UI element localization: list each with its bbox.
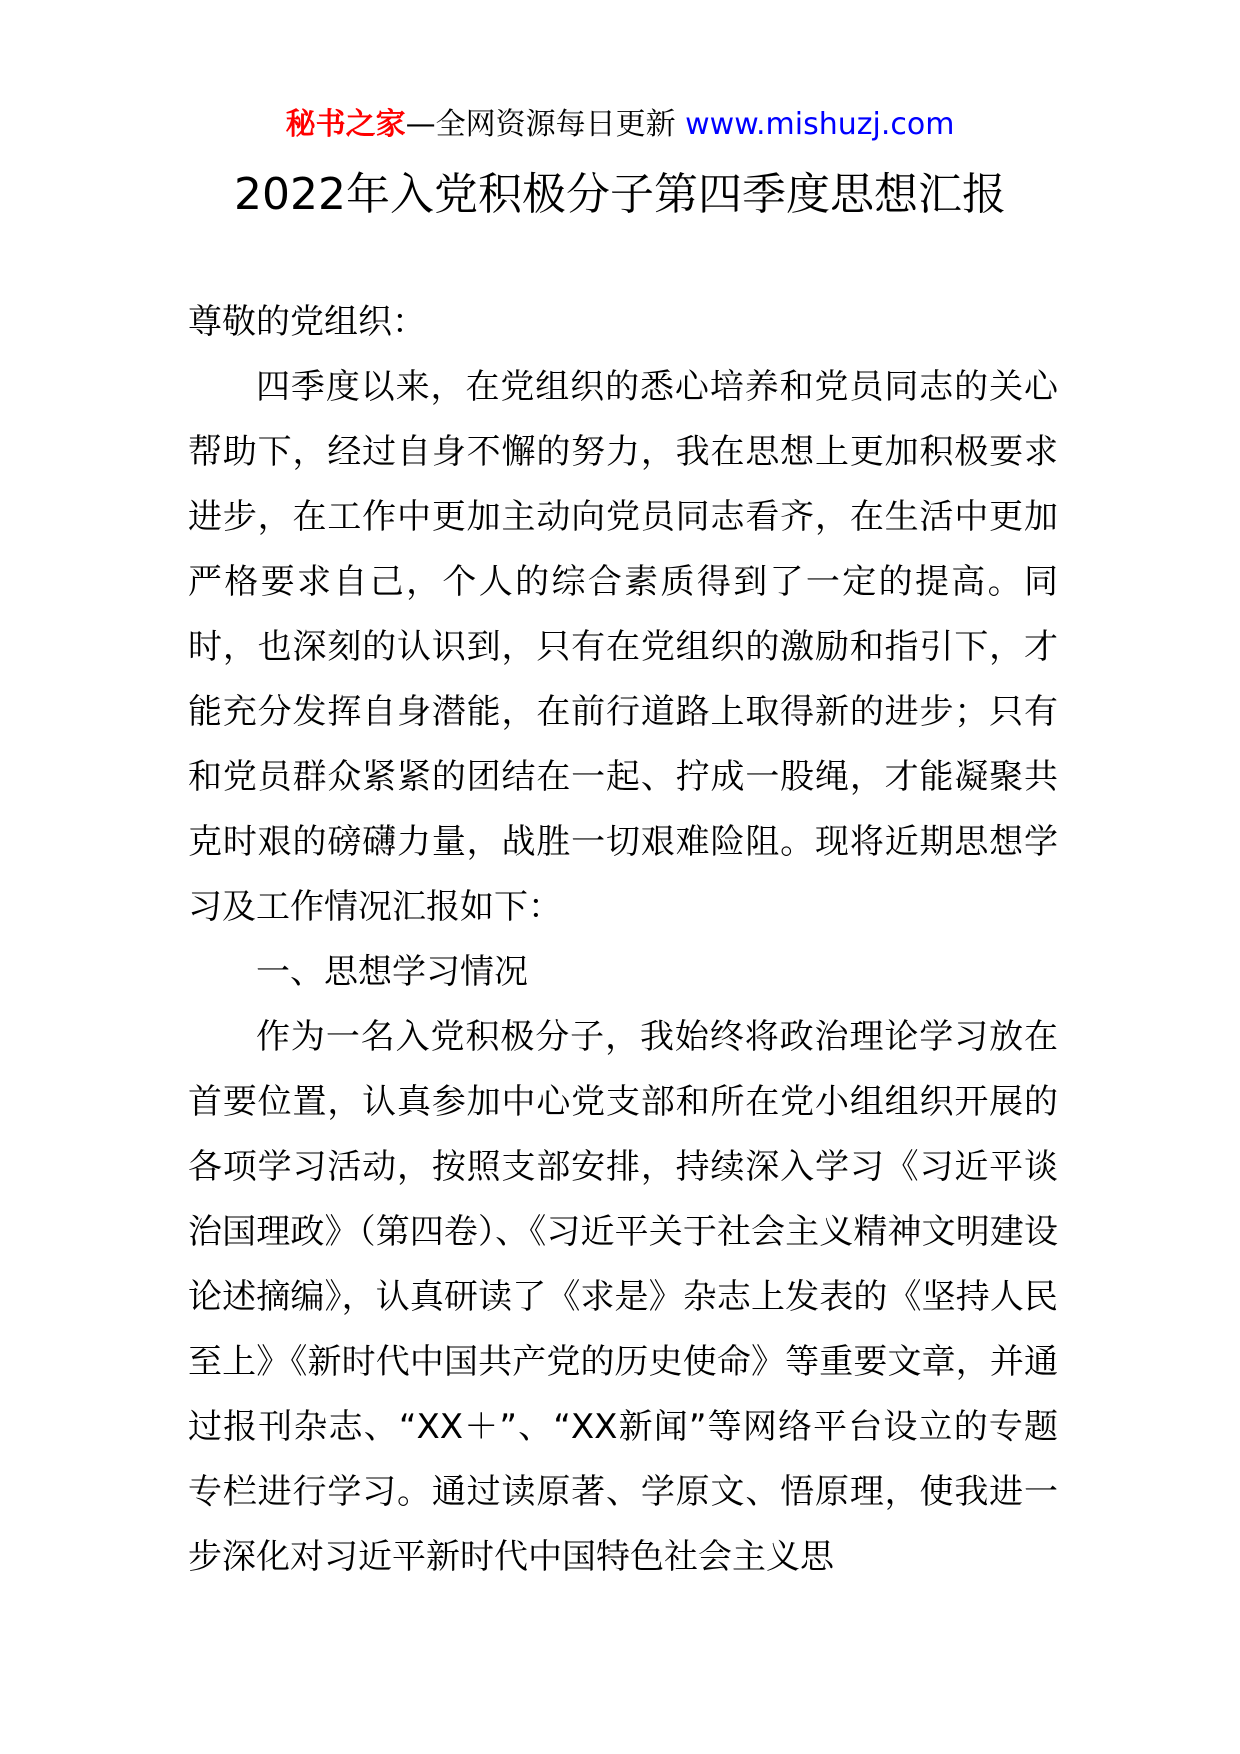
- banner-slogan: —全网资源每日更新: [405, 107, 686, 142]
- site-banner: [0, 104, 1240, 146]
- document-body: [188, 290, 1058, 1590]
- paragraph: 作为一名入党积极分子，我始终将政治理论学习放在首要位置，认真参加中心党支部和所在党小组组织开展的各项学习活动，按照支部安排，持续深入学习《习近平谈治国理政》（第四卷）、《习近平关于社会主义精神文明建设论述摘编》，认真研读了《求是》杂志上发表的《坚持人民至上》《新时代中国共产党的历史使命》等重要文章，并通过报刊杂志、“XX＋”、“XX新闻”等网络平台设立的专题专栏进行学习。通过读原著、学原文、悟原理，使我进一步深化对习近平新时代中国特色社会主义思: [188, 1017, 1058, 1577]
- salutation: 尊敬的党组织：: [188, 302, 426, 342]
- banner-brand: 秘书之家: [285, 107, 406, 142]
- document-title: 2022年入党积极分子第四季度思想汇报: [234, 169, 1006, 220]
- paragraph: 四季度以来，在党组织的悉心培养和党员同志的关心帮助下，经过自身不懈的努力，我在思想上更加积极要求进步，在工作中更加主动向党员同志看齐，在生活中更加严格要求自己，个人的综合素质得到了一定的提高。同时，也深刻的认识到，只有在党组织的激励和指引下，才能充分发挥自身潜能，在前行道路上取得新的进步；只有和党员群众紧紧的团结在一起、拧成一股绳，才能凝聚共克时艰的磅礴力量，战胜一切艰难险阻。现将近期思想学习及工作情况汇报如下：: [188, 367, 1058, 927]
- section-heading: 一、思想学习情况: [256, 952, 528, 992]
- banner-url-link[interactable]: www.mishuzj.com: [685, 107, 955, 142]
